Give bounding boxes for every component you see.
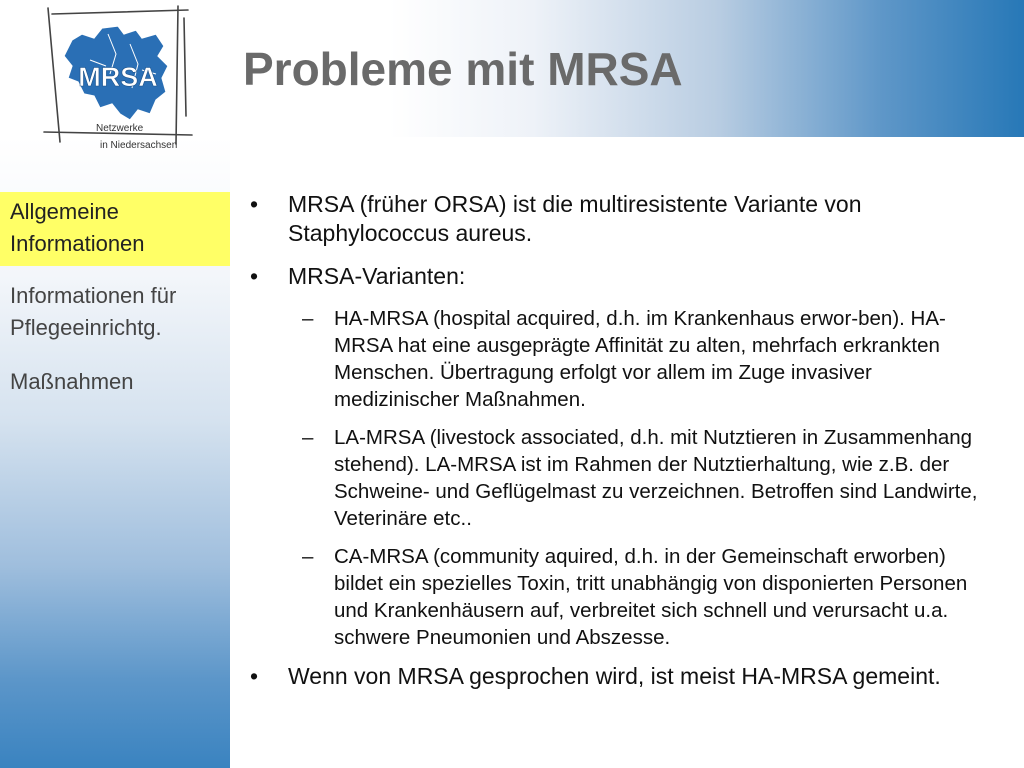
dash-marker: – — [302, 426, 314, 449]
dash-marker: – — [302, 545, 314, 568]
bullet-item — [250, 262, 1010, 291]
logo-graphic — [38, 4, 198, 154]
sub-list-item — [250, 543, 1010, 651]
sub-list-item — [250, 424, 1010, 532]
bullet-marker: • — [250, 663, 259, 689]
sub-item-text: LA-MRSA (livestock associated, d.h. mit Nutztieren in Zusammenhang stehend). LA-MRSA ist im Rahmen der Nutztierhaltung, wie z.B. der Schweine- und Geflügelmast zu verzeichnen. Betroffen sind Landwirte, Veterinäre etc.. — [334, 426, 978, 530]
bullet-text: MRSA (früher ORSA) ist die multiresistente Variante von Staphylococcus aureus. — [288, 191, 862, 246]
sub-item-text: HA-MRSA (hospital acquired, d.h. im Krankenhaus erwor-ben). HA-MRSA hat eine ausgeprägte Affinität zu alten, mehrfach erkrankten Menschen. Übertragung erfolgt vor allem im Zuge invasiver medizinischer Maßnahmen. — [334, 307, 946, 411]
page-title: Probleme mit MRSA — [243, 43, 683, 95]
sub-item-text: CA-MRSA (community aquired, d.h. in der Gemeinschaft erworben) bildet ein spezielles Toxin, tritt unabhängig von disponierten Personen und Krankenhäusern auf, verbreitet sich schnell und verursacht u.a. schwere Pneumonien und Abszesse. — [334, 545, 968, 649]
mrsa-netzwerke-logo — [38, 4, 198, 154]
bullet-item — [250, 662, 1010, 691]
content-body — [250, 190, 1010, 705]
sidebar-item-massnahmen[interactable] — [0, 366, 230, 398]
bullet-item — [250, 190, 1010, 248]
sidebar-item-informationen-pflegeeinrichtg[interactable] — [0, 280, 230, 344]
bullet-text: Wenn von MRSA gesprochen wird, ist meist HA-MRSA gemeint. — [288, 663, 941, 689]
sub-list-item — [250, 305, 1010, 413]
bullet-marker: • — [250, 191, 259, 217]
logo-mrsa-text: MRSA — [78, 62, 158, 92]
bullet-text: MRSA-Varianten: — [288, 263, 466, 289]
sidebar-item-label: Maßnahmen — [10, 369, 134, 394]
sub-list — [250, 305, 1010, 651]
sidebar-item-label: Informationen für Pflegeeinrichtg. — [10, 283, 177, 340]
dash-marker: – — [302, 307, 314, 330]
logo-line2: in Niedersachsen — [100, 140, 178, 151]
sidebar-item-label: Allgemeine Informationen — [10, 199, 145, 256]
logo-line1: Netzwerke — [96, 123, 144, 134]
bullet-marker: • — [250, 263, 259, 289]
sidebar-item-allgemeine-informationen[interactable] — [0, 192, 230, 266]
